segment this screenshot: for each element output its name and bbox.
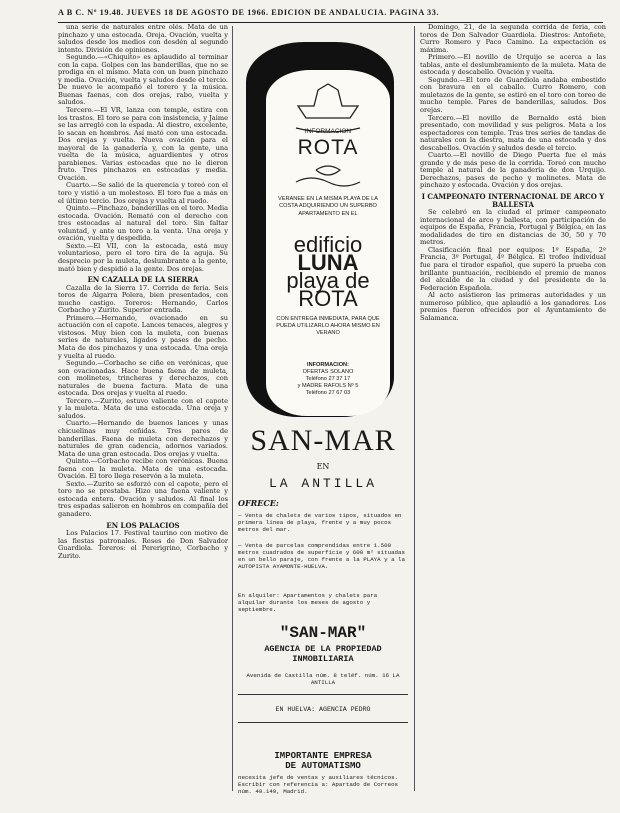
left-article-column [58, 24, 228, 794]
article-paragraph: Clasificación final por equipos: 1º España, 2º Francia, 3º Portugal, 4º Bélgica. El trofeo individual fue para el tirador español, que superó la prueba con brillante puntuación, recibiendo el premio de manos del alcalde de la ciudad y del presidente de la Federación Española. [420, 245, 606, 292]
article-paragraph: Segundo.—«Chiquito» es aplaudido al terminar con la capa. Golpes con las banderillas, que no se prodiga en el mismo. Mata con un buen pinchazo y media. Ovación, vuelta y saludos desde el tercio. De nuevo le acompañó el torero y la música. Buenas faenas, con dos orejas, rabo, vuelta y saludos. [58, 53, 228, 107]
section-heading: EN LOS PALACIOS [106, 520, 180, 530]
column-divider-right [414, 26, 415, 791]
ad-divider-2 [238, 722, 408, 723]
sanmar-offer-1: — Venta de chalets de varios tipos, situados en primera línea de playa, frente y a muy pocos metros del mar. [238, 512, 402, 533]
article-paragraph: Cazalla de la Sierra 17. Corrida de feria. Seis toros de Algarra Polera, bien presentados, con mucho castigo. Toreros: Hernando, Carlos Corbacho y Zurito. Superior entrada. [58, 283, 228, 315]
luna-phone-1: Teléfono 27 37 17 [305, 376, 351, 382]
luna-title [266, 232, 390, 311]
luna-rota-title: ROTA [297, 136, 359, 159]
article-paragraph: Primero.—El novillo de Urquijo se acerca a las tablas, ante el deslumbramiento de la muleta. Mata de estocada y descabello. Ovación y vuelta. [420, 53, 606, 77]
article-paragraph: Primero.—Hernando, ovacionado en su actuación con el capote. Lances tenaces, alegres y vistosos. Muy bien con la muleta, con buenas series de naturales, ligados y pases de pecho. Mata de dos pinchazos y una estocada. Una oreja y vuelta al ruedo. [58, 313, 228, 360]
luna-phone-2: Teléfono 27 67 03 [305, 390, 351, 396]
advertisement-column [238, 26, 408, 795]
sanmar-offer-3: En alquiler: Apartamentos y chalets para alquilar durante los meses de agosto y septiembre. [238, 592, 378, 613]
article-paragraph: una serie de naturales entre olés. Mata de un pinchazo y una estocada. Oreja. Ovación, vuelta y saludos desde los medios con desdén al segundo intento. División de opiniones. [58, 24, 228, 54]
luna-address: y MADRE RAFOLS Nº 5 [297, 383, 359, 389]
article-paragraph: Quinto.—Corbacho recibe con verónicas. Buena faena con la muleta. Mata de una estocada. Ovación. El toro llega reservón a la muleta. [58, 457, 228, 481]
right-article-column [420, 24, 606, 614]
article-paragraph: Al acto asistieron las primeras autoridades y un numeroso público, que aplaudió a los ganadores. Los premios fueron ofrecidos por el Ayuntamiento de Salamanca. [420, 291, 606, 322]
article-paragraph: Cuarto.—Hernando de buenos lances y unas chicuelinas muy ceñidas. Tres pares de banderillas. Faena de muleta con derechazos y naturales de gran cadencia, adornos variados. Mata de una gran estocada. Dos orejas y vuelta. [58, 419, 228, 458]
article-paragraph: Sexto.—El VII, con la estocada, está muy voluntarioso, pero el toro tira de la aguja. Su desprecio por la muleta, deslumbrante a la gente, mató bien y despidió a la gente. Dos orejas. [58, 241, 228, 273]
article-paragraph: Cuarto.—El novillo de Diego Puerta fue el más grande y de más peso de la corrida. Toreó con mucho temple al natural de la ganadería de don Urquijo. Derechazos, pases de pecho y molinetes. Mata de pinchazo y estocada. Ovación y dos orejas. [420, 151, 606, 190]
page-header: A B C. Nº 19.48. JUEVES 18 DE AGOSTO DE 1966. EDICION DE ANDALUCIA. PAGINA 33. [58, 8, 440, 17]
luna-intro-text: VERANEE EN LA MISMA PLAYA DE LA COSTA ADQUIRIENDO UN SUPERBO APARTAMENTO EN EL [278, 196, 378, 217]
luna-info-label: INFORMACION: [307, 362, 349, 368]
sanmar-agency-title: "SAN-MAR" [279, 624, 367, 642]
sanmar-en: EN [316, 462, 330, 471]
article-paragraph: Sexto.—Zurito se esforzó con el capote, pero el toro no se prestaba. Hizo una faena valiente y estocada entera. Ovación y saludos. Al final los tres espadas salieron en hombros en compañía del ganadero. [58, 479, 228, 518]
luna-title-luna: LUNA [297, 250, 359, 275]
article-paragraph: Se celebró en la ciudad el primer campeonato internacional de arco y ballesta, con participación de equipos de España, Francia, Portugal y Bélgica, en las modalidades de tiro en distancias de 30, 50 y 70 metros. [420, 208, 606, 247]
article-paragraph: Cuarto.—Se salió de la querencia y toreó con el toro y vistió a un molestoso. El toro fue a más en el último tercio. Dos orejas y vuelta al ruedo. [58, 181, 228, 205]
luna-contact-info [272, 362, 384, 397]
luna-title-rota: ROTA [298, 286, 358, 311]
importante-title [238, 751, 408, 771]
section-heading: EN CAZALLA DE LA SIERRA [87, 275, 199, 285]
sanmar-agency-address: Avenida de Castilla núm. 8 teléf. núm. 16 LA ANTILLA [246, 672, 400, 686]
section-heading: I CAMPEONATO INTERNACIONAL DE ARCO Y BALLESTA [421, 192, 605, 209]
luna-informacion-label: INFORMACION [304, 128, 352, 135]
sanmar-place: LA ANTILLA [268, 476, 377, 491]
luna-conditions: CON ENTREGA INMEDIATA, PARA QUE PUEDA UTILIZARLO AHORA MISMO EN VERANO [276, 316, 380, 336]
article-paragraph: Domingo, 21, de la segunda corrida de feria, con toros de Don Salvador Guardiola. Diestros: Antoñete, Curro Romero y Paco Camino. La expectación es máxima. [420, 24, 606, 54]
article-paragraph: Tercero.—Zurito, estuvo valiente con el capote y la muleta. Mata de una estocada. Una oreja y saludos. [58, 396, 228, 420]
article-paragraph: Tercero.—El VR, lanza con temple, estira con los trastos. El toro se para con insistencia, y Jaime se las arregló con la espada. Al diestro, excelente, lo sacan en hombros. Así mató con una estocada. Dos orejas y vuelta. Nueva ovación para el mayoral de la ganadería y, con la gente, una vuelta de la música, aguardientes y otros parabienes. Varias estocadas que no le dieron fruto. Tres pinchazos en estocadas y media. Ovación. [58, 106, 228, 182]
article-paragraph: Tercero.—El novillo de Bernaldo está bien presentado, con movilidad y sus peligros. Mata a los espectadores con temple. Tras tres series de tandas de naturales con la diestra, mata de una estocada y dos descabellos. Ovación y saludos desde el tercio. [420, 113, 606, 152]
column-divider-left [232, 26, 233, 791]
article-paragraph: Quinto.—Pinchazo, banderillas en el toro. Media estocada. Ovación. Remató con el derecho con tres estocadas al natural del toro. Sin faltar voluntad, y ante un toro a la venta. Una oreja y ovación, vuelta y despedida. [58, 204, 228, 243]
sanmar-ofrece: OFRECE: [238, 498, 279, 508]
ad-divider-1 [238, 694, 408, 695]
luna-ad-panel [266, 70, 390, 416]
importante-text: necesita jefe de ventas y auxiliares técnicos. Escribir con referencia a: Apartado de Correos núm. 49.149, Madrid. [238, 774, 399, 795]
luna-title-playa: playa de [286, 268, 370, 293]
luna-office: OFERTAS SOLANO [302, 369, 354, 375]
sanmar-agency-line-2: INMOBILIARIA [292, 654, 354, 664]
sanmar-agency [238, 644, 408, 664]
article-paragraph: Los Palacios 17. Festival taurino con motivo de las fiestas patronales. Reses de Don Salvador Guardiola. Toreros: el Pererigrino, Corbacho y Zurito. [58, 529, 228, 560]
luna-ad-frame [246, 42, 394, 417]
sanmar-title: SAN-MAR [250, 424, 396, 457]
article-paragraph: Segundo.—El toro de Guardiola andaba embestido con bravura en el caballo. Curro Romero, con muletazos de la gente, se estiró en el toro con toreo de mucho temple. Pares de banderillas, saludos. Dos orejas. [420, 75, 606, 115]
article-paragraph: Segundo.—Corbacho se ciñe en verónicas, que son ovacionadas. Hace buena faena de muleta, con molinetes, trincheras y derechazos, con naturales de buena factura. Mata de una estocada. Dos orejas y vuelta al ruedo. [58, 359, 228, 398]
sanmar-offer-2: — Venta de parcelas comprendidas entre 1.500 metros cuadrados de superficie y 600 m² situadas en un bello paraje, con frente a la PLAYA y a la AUTOPISTA AYAMONTE-HUELVA. [238, 542, 405, 570]
importante-line-2: DE AUTOMATISMO [285, 761, 361, 771]
header-divider [58, 22, 603, 23]
luna-title-edificio: edificio [293, 232, 363, 257]
importante-line-1: IMPORTANTE EMPRESA [274, 751, 372, 761]
sanmar-agency-line-1: AGENCIA DE LA PROPIEDAD [264, 644, 382, 654]
sanmar-huelva: EN HUELVA: AGENCIA PEDRO [275, 706, 371, 713]
